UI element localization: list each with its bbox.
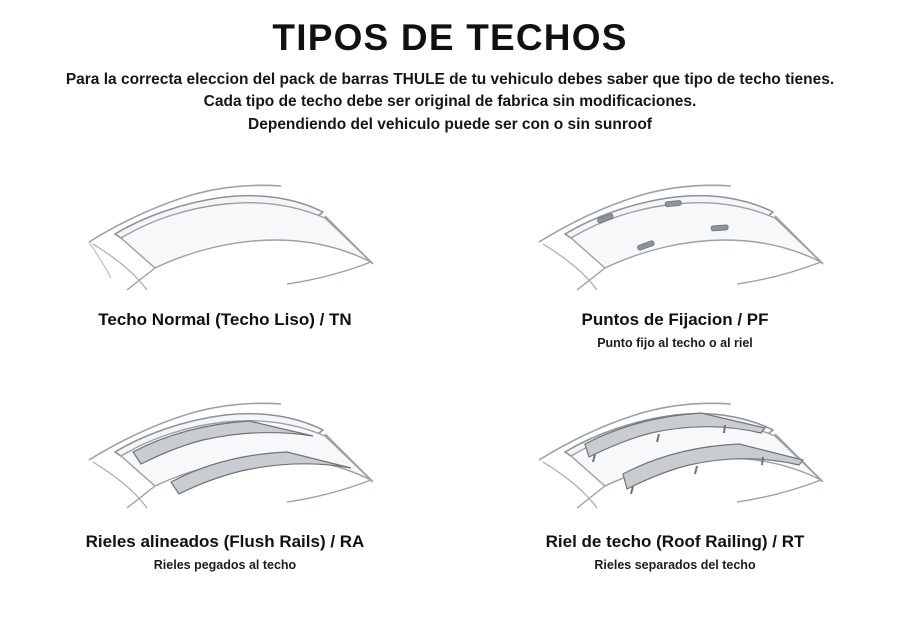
roof-type-caption: Riel de techo (Roof Railing) / RT — [545, 532, 805, 551]
intro-line-1: Para la correcta eleccion del pack de barras THULE de tu vehiculo debes saber que tipo de techo tienes. — [65, 70, 835, 88]
roof-flush-rails-icon — [75, 382, 375, 522]
roof-type-card-tn — [0, 164, 450, 382]
roof-type-grid — [0, 164, 900, 604]
roof-type-caption: Puntos de Fijacion / PF — [581, 310, 769, 329]
roof-type-caption: Techo Normal (Techo Liso) / TN — [98, 310, 352, 329]
roof-railing-icon — [525, 382, 825, 522]
roof-type-note: Punto fijo al techo o al riel — [597, 336, 753, 350]
page-title: TIPOS DE TECHOS — [272, 17, 628, 58]
intro-line-3: Dependiendo del vehiculo puede ser con o sin sunroof — [248, 115, 652, 133]
roof-type-card-pf — [450, 164, 900, 382]
roof-type-card-ra — [0, 382, 450, 600]
roof-type-caption: Rieles alineados (Flush Rails) / RA — [85, 532, 365, 551]
roof-type-card-rt — [450, 382, 900, 600]
intro-line-2: Cada tipo de techo debe ser original de fabrica sin modificaciones. — [203, 93, 697, 111]
roof-type-note: Rieles separados del techo — [594, 558, 756, 572]
diagram-page — [0, 18, 900, 618]
intro-text — [0, 69, 900, 136]
roof-type-note: Rieles pegados al techo — [153, 558, 297, 572]
roof-fixpoints-icon — [525, 164, 825, 304]
roof-plain-icon — [75, 164, 375, 304]
